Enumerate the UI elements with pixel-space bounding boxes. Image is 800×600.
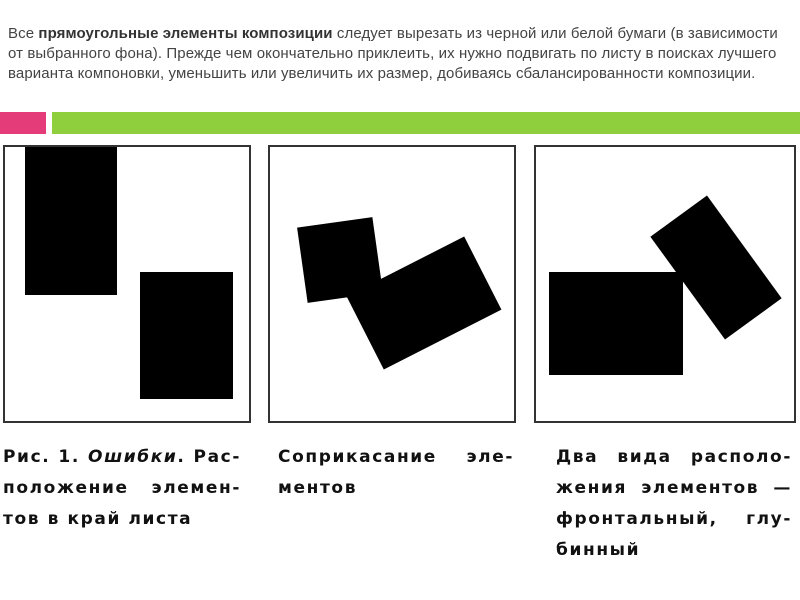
black-rectangle xyxy=(549,272,683,375)
caption-3-line-2: жения элементов — xyxy=(556,478,792,498)
figure-panel-3 xyxy=(534,145,796,423)
caption-3 xyxy=(556,442,792,566)
caption-1-line-3: тов в край листа xyxy=(3,509,193,529)
caption-2 xyxy=(278,442,514,504)
figure-panel-2 xyxy=(268,145,516,423)
caption-3-line-1: Два вида располо- xyxy=(556,447,792,467)
accent-bar-pink xyxy=(0,112,46,134)
intro-part1: Все xyxy=(8,25,39,42)
black-rectangle xyxy=(25,145,117,295)
caption-1-line-1: Рис. 1. Ошибки. Рас- xyxy=(3,447,241,467)
figure-panel-1 xyxy=(3,145,251,423)
black-rectangle xyxy=(140,272,233,399)
intro-bold: прямоугольные элементы композиции xyxy=(38,25,333,42)
caption-2-line-1: Соприкасание эле- xyxy=(278,447,514,467)
caption-2-line-2: ментов xyxy=(278,478,358,498)
caption-1 xyxy=(3,442,241,535)
intro-part2: следует вырезать из черной или белой бумаги (в зависимости от выбранного фона). Прежде чем окончательно приклеить, их нужно подвигать по листу в поисках лучшего варианта компоновки, уменьшить или увеличить их размер, добиваясь сбалансированности композиции. xyxy=(8,25,778,82)
intro-text xyxy=(8,24,794,84)
caption-1-line-2: положение элемен- xyxy=(3,478,241,498)
accent-bar-green xyxy=(52,112,800,134)
caption-3-line-4: бинный xyxy=(556,540,641,560)
caption-3-line-3: фронтальный, глу- xyxy=(556,509,792,529)
